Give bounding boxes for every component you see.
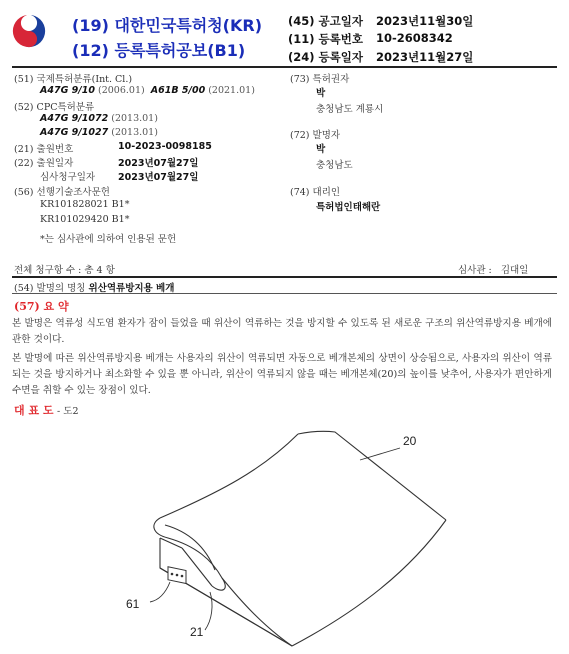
inventor-label: (72) 발명자 <box>290 130 341 141</box>
registration-date-field: (24) 등록일자 2023년11월27일 <box>288 50 474 64</box>
claims-divider <box>12 276 557 278</box>
agent-name: 특허법인태해란 <box>316 202 381 213</box>
korea-emblem-icon <box>12 14 46 48</box>
publication-kind-title: (12) 등록특허공보(B1) <box>72 41 246 60</box>
cpc-label: (52) CPC특허분류 <box>14 102 95 113</box>
label-61: 61 <box>126 597 140 611</box>
prior-art-note: *는 심사관에 의하여 인용된 문헌 <box>40 234 177 245</box>
label-21: 21 <box>190 625 204 639</box>
application-date: (22) 출원일자 2023년07월27일 <box>14 158 199 169</box>
examiner: 심사관 : 김대일 <box>458 265 529 276</box>
label-20: 20 <box>403 434 417 448</box>
representative-figure-label: 대 표 도 - 도2 <box>14 404 79 417</box>
header-divider <box>12 66 557 68</box>
abstract-paragraph-2: 본 발명에 따른 위산역류방지용 베개는 사용자의 위산이 역류되면 자동으로 베개본체의 상면이 상승됨으로, 사용자의 위산이 역류되는 것을 방지하거나 최소화할 수 있을 뿐 아니라, 위산이 역류되지 않을 때는 베개본체(20)의 높이를 낮추어, 사용자가 편안하게 수면을 취할 수 있는 장점이 있다. <box>12 353 552 396</box>
pillow-drawing <box>0 420 569 654</box>
cpc-entry-2: A47G 9/1027 (2013.01) <box>40 127 158 138</box>
cpc-entry-1: A47G 9/1072 (2013.01) <box>40 113 158 124</box>
agent-label: (74) 대리인 <box>290 187 341 198</box>
prior-art-label: (56) 선행기술조사문헌 <box>14 187 110 198</box>
prior-art-doc-1: KR101828021 B1* <box>40 199 130 210</box>
abstract-paragraph-1: 본 발명은 역류성 식도염 환자가 잠이 들었을 때 위산이 역류하는 것을 방지할 수 있도록 된 새로운 구조의 위산역류방지용 베개에 관한 것이다. <box>12 318 552 345</box>
prior-art-doc-2: KR101029420 B1* <box>40 214 130 225</box>
abstract-heading: (57) 요 약 <box>14 300 69 313</box>
sensor-panel <box>168 567 186 584</box>
registration-number-field: (11) 등록번호 10-2608342 <box>288 31 453 46</box>
ipc-entries: A47G 9/10 (2006.01) A61B 5/00 (2021.01) <box>40 85 255 96</box>
office-title: (19) 대한민국특허청(KR) <box>72 16 263 35</box>
patentee-label: (73) 특허권자 <box>290 74 350 85</box>
invention-name: (54) 발명의 명칭 위산역류방지용 베개 <box>14 283 175 294</box>
patentee-name: 박 <box>316 88 326 99</box>
inventor-name: 박 <box>316 144 326 155</box>
application-number: (21) 출원번호 10-2023-0098185 <box>14 141 212 155</box>
total-claims: 전체 청구항 수 : 총 4 항 <box>14 265 115 276</box>
publication-date-field: (45) 공고일자 2023년11월30일 <box>288 14 474 28</box>
name-divider <box>12 293 557 294</box>
examination-request-date: 심사청구일자 2023년07월27일 <box>40 172 199 183</box>
patentee-address: 충청남도 계룡시 <box>316 104 384 115</box>
ipc-label: (51) 국제특허분류(Int. Cl.) <box>14 74 133 85</box>
inventor-address: 충청남도 <box>316 160 353 171</box>
